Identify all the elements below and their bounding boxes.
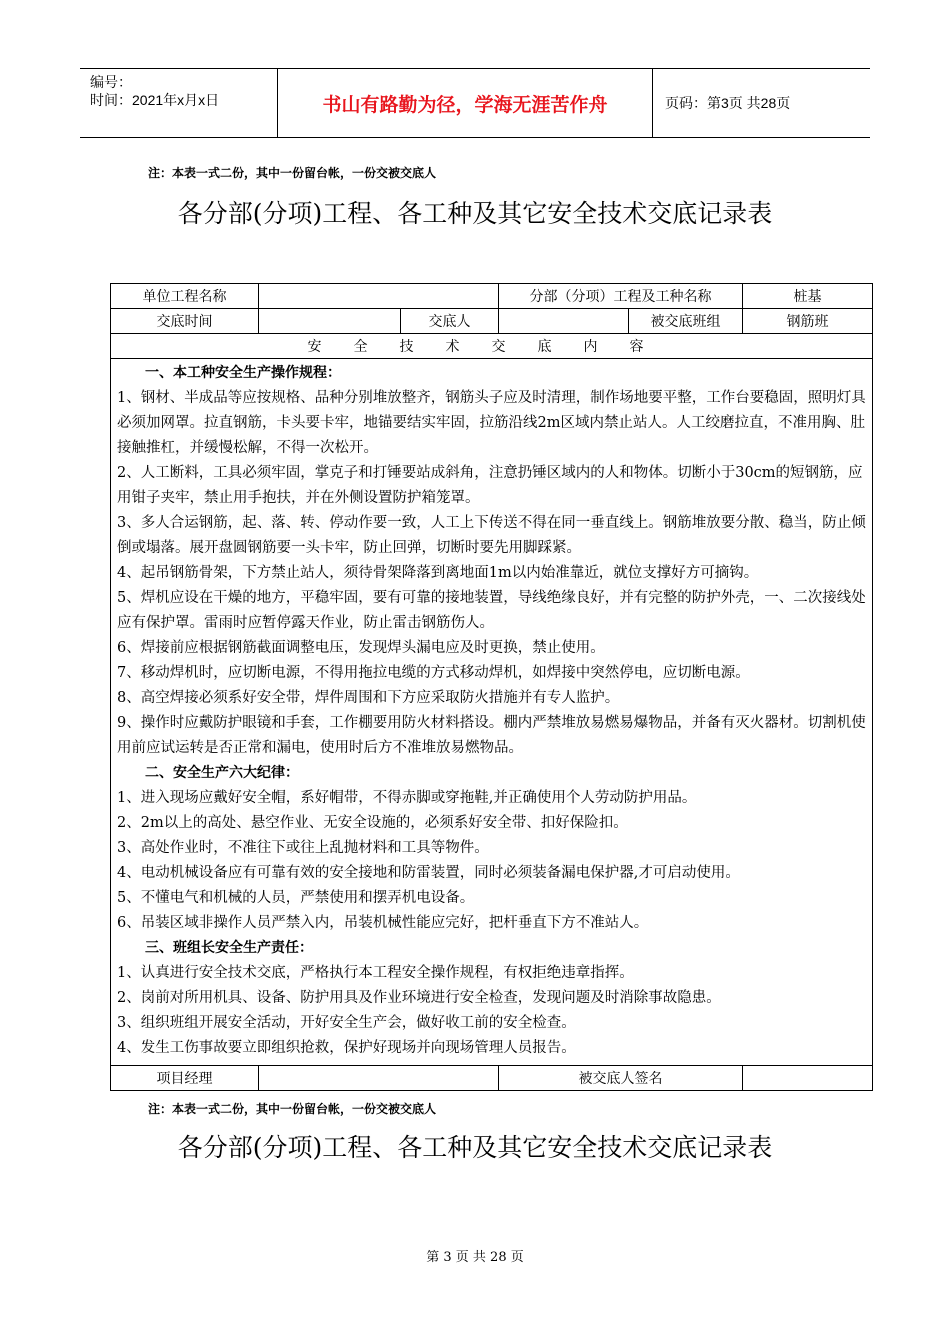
signer-value [743,1066,873,1091]
list-item: 6、焊接前应根据钢筋截面调整电压，发现焊头漏电应及时更换，禁止使用。 [117,640,605,656]
section-title: 一、本工种安全生产操作规程： [145,365,341,381]
document-title-2: 各分部(分项)工程、各工种及其它安全技术交底记录表 [177,1133,773,1162]
signer-label: 被交底人签名 [499,1066,743,1091]
time-value [259,309,401,334]
page-footer: 第 3 页 共 28 页 [426,1250,524,1265]
document-title: 各分部(分项)工程、各工种及其它安全技术交底记录表 [177,199,773,228]
number-label: 编号： [90,74,132,90]
time-label: 交底时间 [111,309,259,334]
list-item: 8、高空焊接必须系好安全带，焊件周围和下方应采取防火措施并有专人监护。 [117,690,620,706]
team-value: 钢筋班 [743,309,873,334]
list-item: 2、岗前对所用机具、设备、防护用具及作业环境进行安全检查，发现问题及时消除事故隐患。 [117,990,721,1006]
list-item: 9、操作时应戴防护眼镜和手套，工作棚要用防火材料搭设。棚内严禁堆放易燃易爆物品，并备有灭火器材。切割机使用前应试运转是否正常和漏电，使用时后方不准堆放易燃物品。 [117,715,866,756]
header-page-label: 页码：第3页 共28页 [665,95,791,111]
list-item: 4、起吊钢筋骨架，下方禁止站人，须待骨架降落到离地面1m以内始准靠近，就位支撑好方可摘钩。 [117,565,759,581]
list-item: 3、多人合运钢筋，起、落、转、停动作要一致，人工上下传送不得在同一垂直线上。钢筋堆放要分散、稳当，防止倾倒或塌落。展开盘圆钢筋要一头卡牢，防止回弹，切断时要先用脚踩紧。 [117,515,866,556]
list-item: 1、认真进行安全技术交底，严格执行本工程安全操作规程，有权拒绝违章指挥。 [117,965,634,981]
list-item: 6、吊装区域非操作人员严禁入内，吊装机械性能应完好，把杆垂直下方不准站人。 [117,915,649,931]
sub-label: 分部（分项）工程及工种名称 [499,284,743,309]
header-meta [80,69,278,137]
manager-value [259,1066,499,1091]
person-label: 交底人 [401,309,499,334]
list-item: 1、钢材、半成品等应按规格、品种分别堆放整齐，钢筋头子应及时清理，制作场地要平整，工作台要稳固，照明灯具必须加网罩。拉直钢筋，卡头要卡牢，地锚要结实牢固，拉筋沿线2m区域内禁止站人。人工绞磨拉直，不准用胸、肚接触推杠，并缓慢松解，不得一次松开。 [117,390,866,456]
section-title: 二、安全生产六大纪律： [145,765,299,781]
time-label: 时间：2021年x月x日 [90,92,220,108]
team-label: 被交底班组 [629,309,743,334]
list-item: 2、2m以上的高处、悬空作业、无安全设施的，必须系好安全带、扣好保险扣。 [117,815,628,831]
unit-label: 单位工程名称 [111,284,259,309]
sub-value: 桩基 [743,284,873,309]
list-item: 7、移动焊机时，应切断电源，不得用拖拉电缆的方式移动焊机，如焊接中突然停电，应切断电源。 [117,665,750,681]
list-item: 5、不懂电气和机械的人员，严禁使用和摆弄机电设备。 [117,890,475,906]
list-item: 2、人工断料，工具必须牢固，掌克子和打锤要站成斜角，注意扔锤区域内的人和物体。切断小于30cm的短钢筋，应用钳子夹牢，禁止用手抱扶，并在外侧设置防护箱笼罩。 [117,465,863,506]
person-value [499,309,629,334]
unit-value [259,284,499,309]
list-item: 3、组织班组开展安全活动，开好安全生产会，做好收工前的安全检查。 [117,1015,576,1031]
disclosure-form [110,283,873,1091]
content-body [111,359,873,1066]
table-note: 注：本表一式二份，其中一份留台帐，一份交被交底人 [148,166,437,180]
list-item: 4、电动机械设备应有可靠有效的安全接地和防雷装置，同时必须装备漏电保护器,才可启动使用。 [117,865,740,881]
list-item: 4、发生工伤事故要立即组织抢救，保护好现场并向现场管理人员报告。 [117,1040,576,1056]
table-note-2: 注：本表一式二份，其中一份留台帐，一份交被交底人 [148,1102,437,1116]
content-header: 安全技术交底内容 [111,334,873,359]
manager-label: 项目经理 [111,1066,259,1091]
list-item: 5、焊机应设在干燥的地方，平稳牢固，要有可靠的接地装置，导线绝缘良好，并有完整的防护外壳，一、二次接线处应有保护罩。雷雨时应暂停露天作业，防止雷击钢筋伤人。 [117,590,866,631]
section-title: 三、班组长安全生产责任： [145,940,313,956]
header-motto: 书山有路勤为径，学海无涯苦作舟 [278,69,653,137]
list-item: 3、高处作业时，不准往下或往上乱抛材料和工具等物件。 [117,840,489,856]
page-header [80,68,870,138]
list-item: 1、进入现场应戴好安全帽，系好帽带，不得赤脚或穿拖鞋,并正确使用个人劳动防护用品。 [117,790,697,806]
